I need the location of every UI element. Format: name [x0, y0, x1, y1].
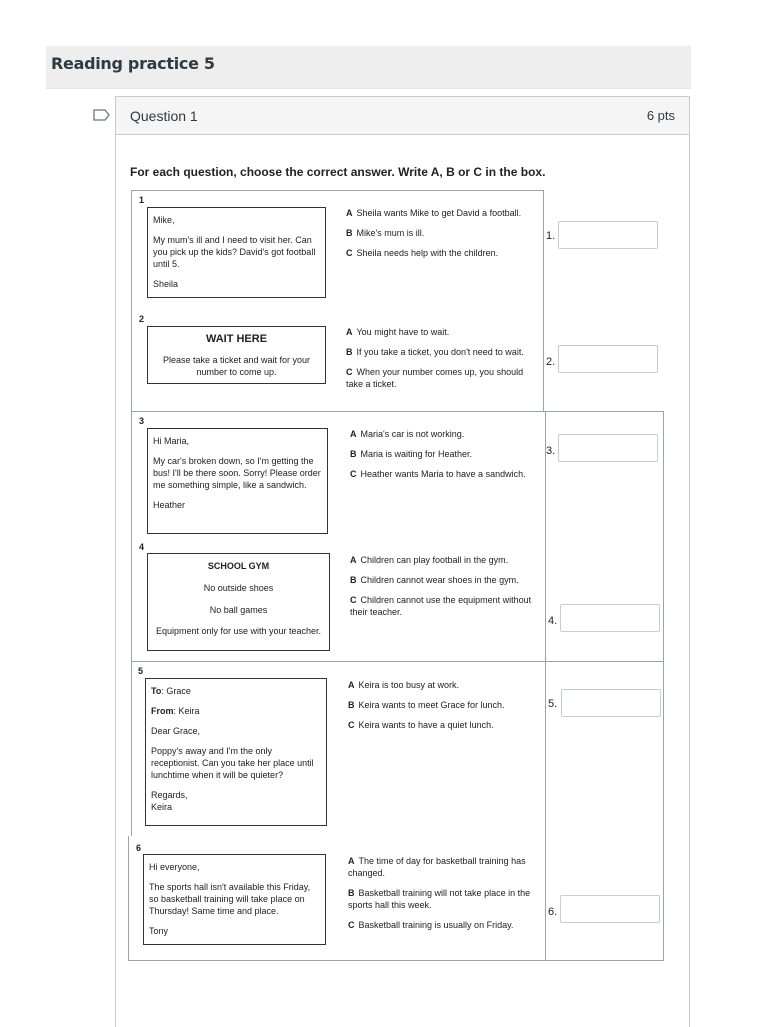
- option-b: B Basketball training will not take place in the sports hall this week.: [348, 888, 531, 910]
- table-border: [545, 661, 546, 961]
- question-title: Question 1: [130, 108, 198, 124]
- answer-options: [350, 428, 540, 488]
- option-a: A Keira is too busy at work.: [348, 680, 460, 690]
- notice-text: Mike,: [153, 215, 175, 225]
- answer-label: 6.: [548, 906, 558, 918]
- table-border: [131, 411, 664, 412]
- notice-text: Heather: [153, 500, 186, 510]
- option-b: B Keira wants to meet Grace for lunch.: [348, 700, 505, 710]
- table-border: [131, 411, 132, 661]
- table-border: [131, 661, 132, 836]
- item-number: 2: [139, 314, 145, 324]
- option-b: B If you take a ticket, you don't need to wait.: [346, 347, 524, 357]
- option-b: B Maria is waiting for Heather.: [350, 449, 473, 459]
- notice-text: No outside shoes: [203, 583, 274, 593]
- answer-input-1[interactable]: [558, 221, 658, 249]
- option-c: C When your number comes up, you should take a ticket.: [346, 367, 524, 389]
- table-border: [131, 190, 132, 412]
- notice-from: From: Keira: [151, 706, 200, 716]
- table-border: [128, 836, 129, 961]
- item-number: 4: [139, 542, 145, 552]
- answer-label: 5.: [548, 698, 558, 710]
- flag-question-icon[interactable]: [93, 109, 111, 121]
- answer-options: [348, 855, 533, 939]
- notice-heading: SCHOOL GYM: [207, 561, 270, 571]
- notice-card: [147, 207, 326, 298]
- table-border: [663, 661, 664, 961]
- item-number: 5: [138, 666, 144, 676]
- notice-text: No ball games: [209, 605, 268, 615]
- option-a: A Maria's car is not working.: [350, 429, 465, 439]
- answer-options: [346, 326, 531, 398]
- notice-text: Equipment only for use with your teacher.: [155, 626, 322, 636]
- option-b: B Children cannot wear shoes in the gym.: [350, 575, 519, 585]
- page-title: Reading practice 5: [51, 54, 215, 73]
- option-a: A Children can play football in the gym.: [350, 555, 509, 565]
- option-a: A The time of day for basketball training has changed.: [348, 856, 526, 878]
- option-c: C Keira wants to have a quiet lunch.: [348, 720, 494, 730]
- notice-text: The sports hall isn't available this Friday, so basketball training will take place on Thursday! Same time and place.: [149, 882, 311, 916]
- table-border: [663, 411, 664, 661]
- table-border: [131, 661, 664, 662]
- question-header: [116, 97, 689, 135]
- notice-card: [147, 553, 330, 651]
- option-a: A You might have to wait.: [346, 327, 450, 337]
- notice-card: [147, 428, 328, 534]
- notice-heading: WAIT HERE: [205, 333, 268, 345]
- answer-options: [346, 207, 536, 267]
- answer-input-3[interactable]: [558, 434, 658, 462]
- notice-to: To: Grace: [151, 686, 191, 696]
- item-number: 6: [136, 843, 142, 853]
- item-number: 3: [139, 416, 145, 426]
- notice-card: [145, 678, 327, 826]
- table-border: [543, 190, 544, 412]
- question-points: 6 pts: [646, 108, 675, 123]
- notice-text: Tony: [149, 926, 169, 936]
- answer-input-4[interactable]: [560, 604, 660, 632]
- item-number: 1: [139, 195, 145, 205]
- table-border: [131, 190, 544, 191]
- notice-text: Hi everyone,: [149, 862, 200, 872]
- notice-text: My car's broken down, so I'm getting the bus! I'll be there soon. Sorry! Please order me something simple, like a sandwich.: [153, 456, 321, 490]
- notice-text: Regards,: [151, 790, 188, 800]
- notice-text: My mum's ill and I need to visit her. Can you pick up the kids? David's got football until 5.: [153, 235, 316, 269]
- answer-label: 2.: [546, 356, 556, 368]
- option-b: B Mike's mum is ill.: [346, 228, 425, 238]
- question-instructions: For each question, choose the correct answer. Write A, B or C in the box.: [130, 165, 546, 179]
- notice-text: Dear Grace,: [151, 726, 201, 736]
- table-border: [128, 960, 664, 961]
- option-c: C Heather wants Maria to have a sandwich.: [350, 469, 526, 479]
- notice-text: Keira: [151, 802, 173, 812]
- option-c: C Sheila needs help with the children.: [346, 248, 499, 258]
- notice-text: Poppy's away and I'm the only receptionist. Can you take her place until lunchtime when it will be quieter?: [151, 746, 314, 780]
- notice-text: Sheila: [153, 279, 179, 289]
- answer-input-2[interactable]: [558, 345, 658, 373]
- notice-card: [147, 326, 326, 384]
- answer-input-6[interactable]: [560, 895, 660, 923]
- option-c: C Basketball training is usually on Friday.: [348, 920, 514, 930]
- notice-text: Please take a ticket and wait for your number to come up.: [162, 355, 311, 377]
- notice-card: [143, 854, 326, 945]
- answer-label: 3.: [546, 445, 556, 457]
- notice-text: Hi Maria,: [153, 436, 190, 446]
- page-banner: [46, 46, 691, 89]
- answer-options: [348, 679, 538, 739]
- answer-label: 1.: [546, 230, 556, 242]
- option-c: C Children cannot use the equipment without their teacher.: [350, 595, 532, 617]
- option-a: A Sheila wants Mike to get David a football.: [346, 208, 522, 218]
- answer-options: [350, 554, 540, 626]
- answer-input-5[interactable]: [561, 689, 661, 717]
- answer-label: 4.: [548, 615, 558, 627]
